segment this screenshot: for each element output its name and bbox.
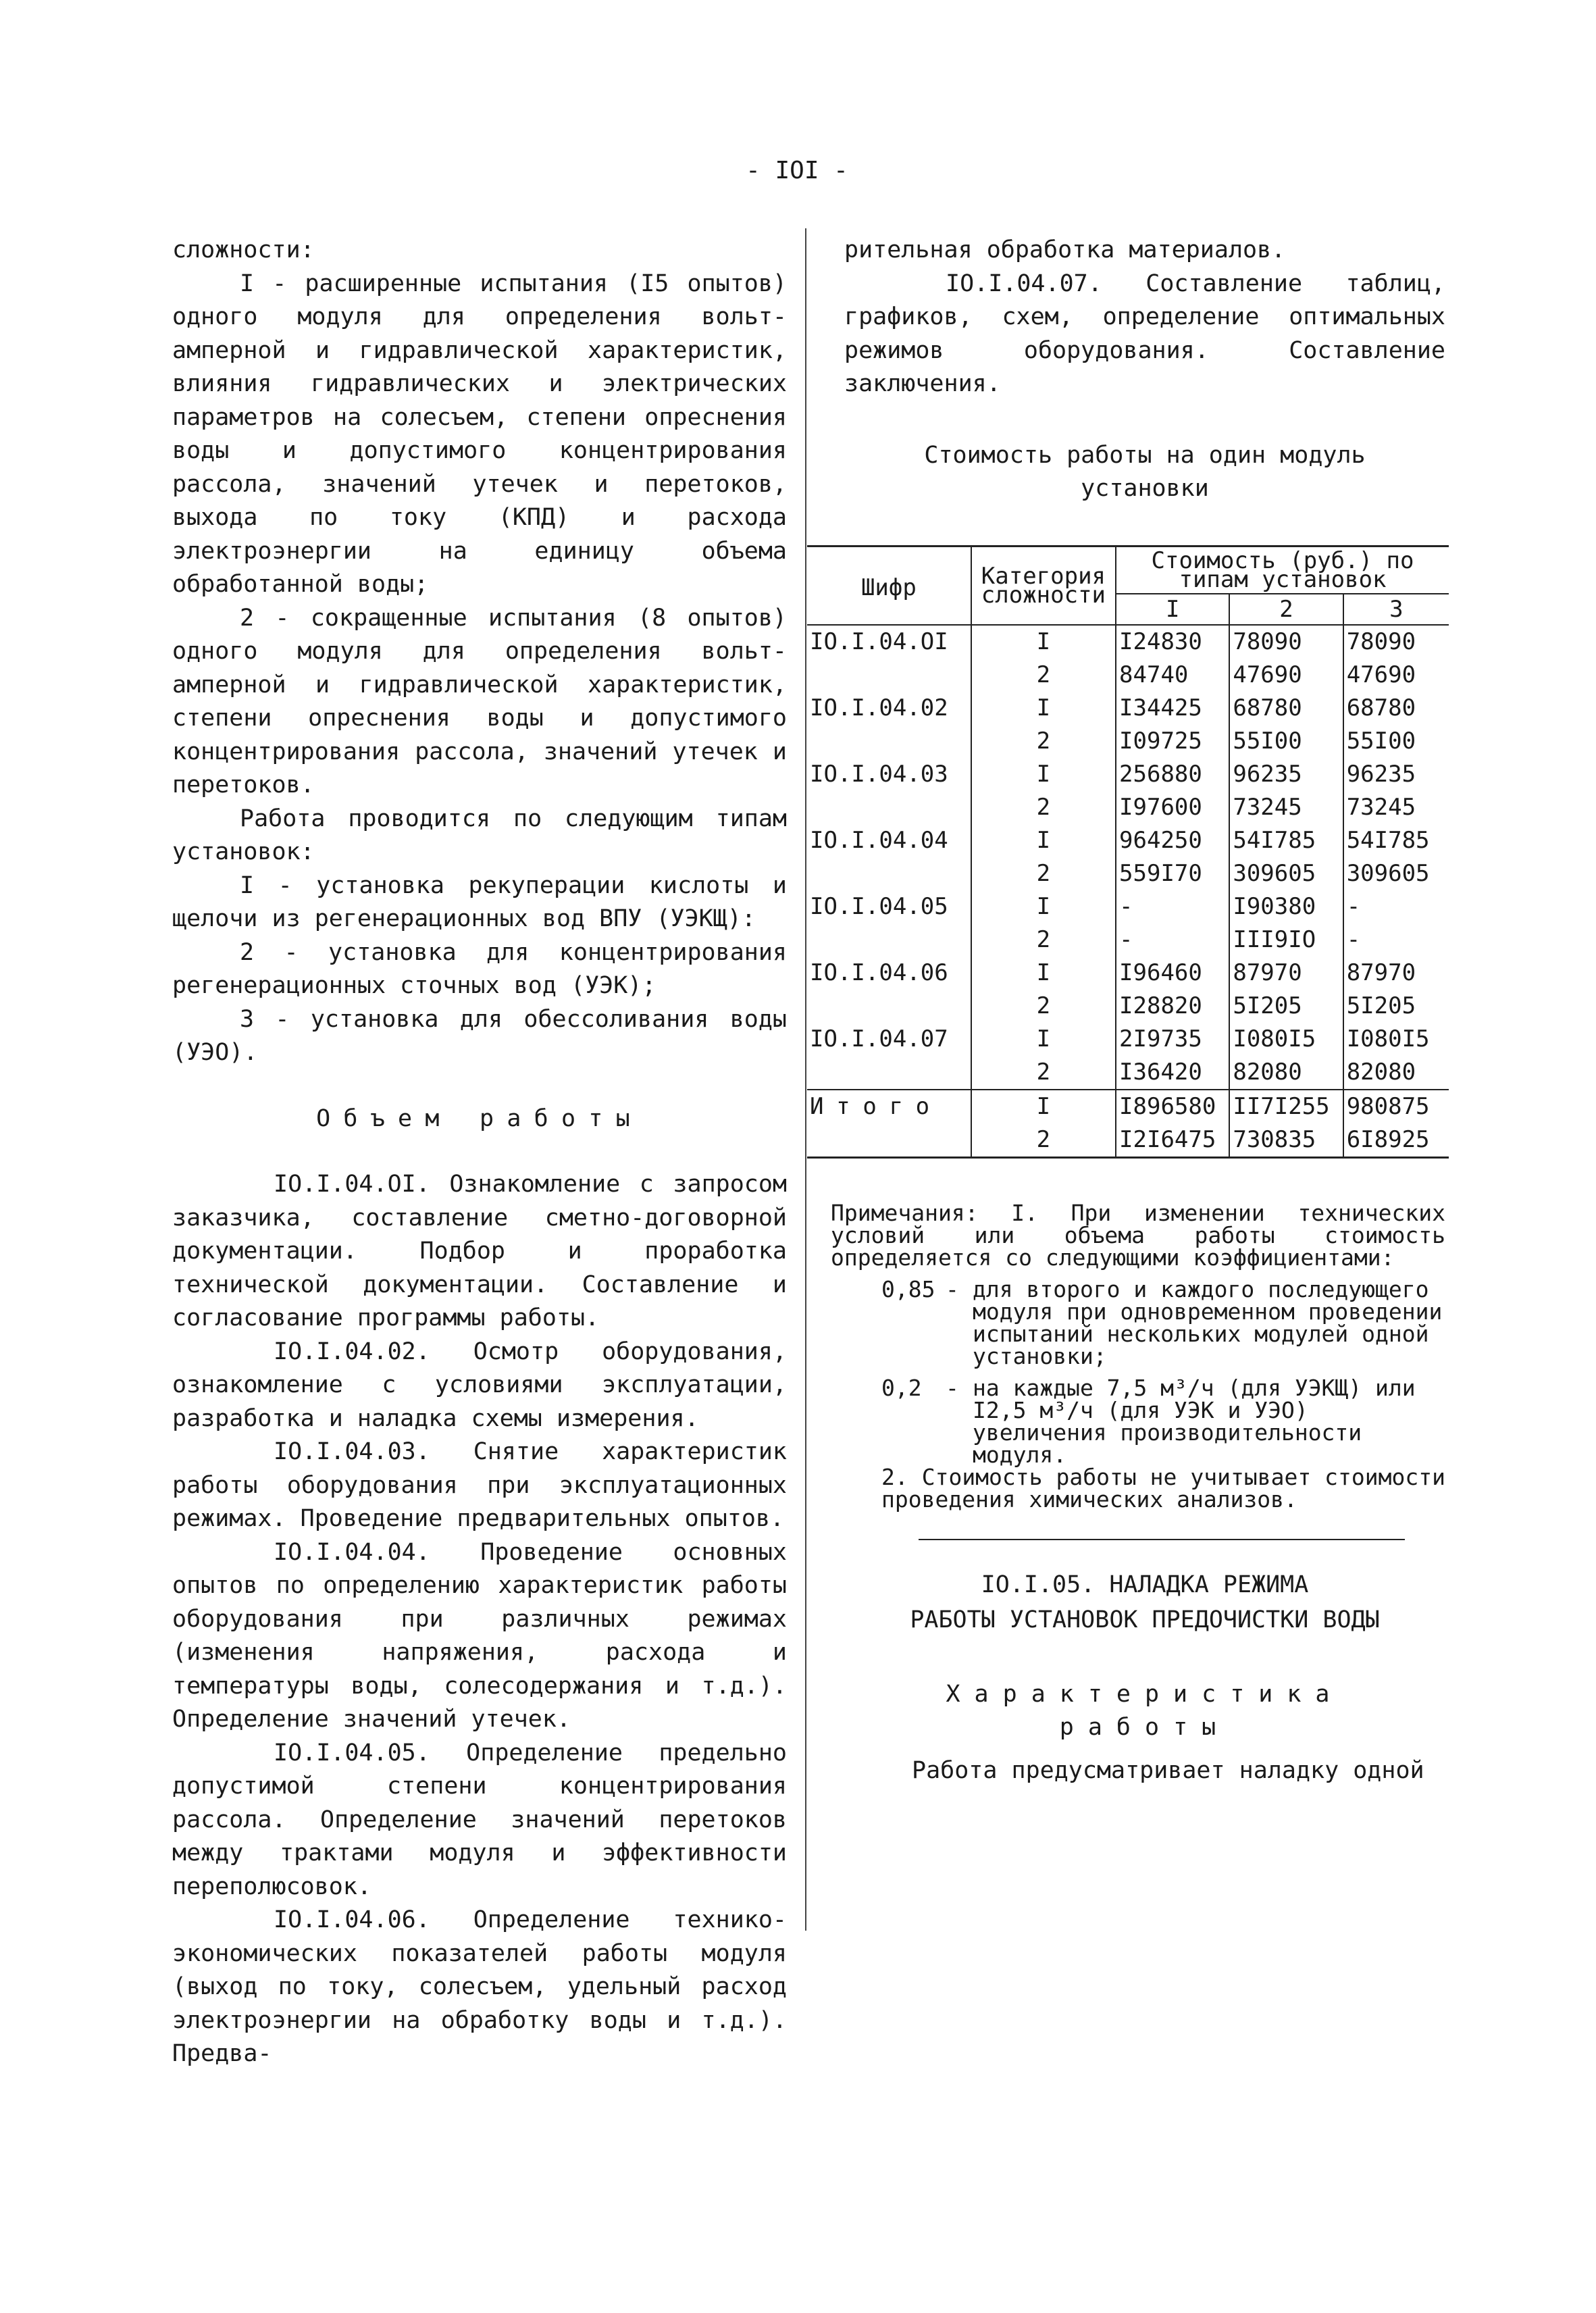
left-line-4: I - установка рекуперации кислоты и щелочи из регенерационных вод ВПУ (УЭКЩ): [172,871,787,932]
cell-value: 84740 [1119,661,1189,688]
cell-code: IO.I.04.02 [810,694,948,721]
cell-value: 96235 [1346,760,1416,788]
cell-value: 47690 [1233,661,1302,688]
cell-cat: 2 [1036,661,1051,688]
table-title-line-1: Стоимость работы на один модуль [924,441,1366,469]
header-type-2: 2 [1229,594,1343,625]
cell-cat: I [1036,694,1051,721]
cell-value: 73245 [1233,793,1302,821]
cell-code: IO.I.04.04 [810,826,948,854]
cell-cat: 2 [1036,925,1051,953]
cell-cat: 2 [1036,1125,1051,1153]
cell-value: 54I785 [1346,826,1430,854]
coefficient-1: 0,85 - для второго и каждого последующего модуля при одновременном проведении испытаний нескольких модулей одной установки; [831,1278,1445,1367]
left-line-0: сложности: [172,236,315,263]
cell-cat: 2 [1036,859,1051,887]
cell-value: 55I00 [1346,727,1416,755]
coefficient-text: на каждые 7,5 м³/ч (для УЭКЩ) или I2,5 м³/ч (для УЭК и УЭО) увеличения производительности модуля. [973,1374,1416,1468]
header-cost: Стоимость (руб.) по типам установок [1116,546,1449,594]
cell-value: 559I70 [1119,859,1202,887]
left-line-2: 2 - сокращенные испытания (8 опытов) одного модуля для определения вольт-амперной и гидравлической характеристик, степени опреснения воды и допустимого концентрирования рассола, значений утечек и перетоков. [172,604,787,798]
cell-value: - [1346,892,1361,920]
cell-cat: I [1036,1025,1051,1052]
cell-value: 5I205 [1233,992,1302,1019]
work-item-04: IO.I.04.04. Проведение основных опытов по определению характеристик работы оборудования при различных режимах (изменения напряжения, расхода и температуры воды, солесодержания и т.д.). Определение значений утечек. [172,1538,787,1733]
header-code: Шифр [860,574,917,601]
section-heading-volume: Объем работы [316,1104,643,1132]
cell-value: I34425 [1119,694,1202,721]
cell-value: I28820 [1119,992,1202,1019]
cell-value: 730835 [1233,1125,1316,1153]
cell-value: I2I6475 [1119,1125,1216,1153]
cell-value: 964250 [1119,826,1202,854]
cell-value: I080I5 [1233,1025,1316,1052]
page-number: - IOI - [746,157,848,184]
cell-value: 68780 [1233,694,1302,721]
table-row [807,758,1449,824]
coefficient-value: 0,2 [881,1374,922,1401]
header-type-1: I [1116,594,1229,625]
cell-value: 309605 [1233,859,1316,887]
cell-value: I90380 [1233,892,1316,920]
cell-value: - [1346,925,1361,953]
table-title-line-2: установки [1081,475,1209,502]
cell-cat: I [1036,892,1051,920]
section-separator [919,1539,1405,1540]
characteristic-heading-line-2: работы [1059,1714,1231,1741]
characteristic-heading [844,1678,1445,1745]
cell-cat: 2 [1036,992,1051,1019]
section-title [844,1567,1445,1637]
work-item-07: IO.I.04.07. Составление таблиц, графиков, схем, определение оптимальных режимов оборудования. Составление заключения. [844,270,1445,397]
cell-value: 2I9735 [1119,1025,1202,1052]
coefficient-text: для второго и каждого последующего модуля при одновременном проведении испытаний нескольких модулей одной установки; [973,1275,1443,1369]
characteristic-heading-line-1: Характеристика [946,1680,1344,1708]
cell-value: I09725 [1119,727,1202,755]
left-column [172,234,787,2071]
cell-cat: 2 [1036,1058,1051,1086]
header-category: Категория сложности [971,546,1116,625]
cell-value: 82080 [1346,1058,1416,1086]
cell-value: 256880 [1119,760,1202,788]
work-item-01: IO.I.04.OI. Ознакомление с запросом заказчика, составление сметно-договорной документации. Подбор и проработка технической документации. Составление и согласование программы работы. [172,1171,787,1331]
table-row [807,890,1449,957]
cell-value: I896580 [1119,1092,1216,1120]
cell-value: 82080 [1233,1058,1302,1086]
cell-value: II7I255 [1233,1092,1330,1120]
table-title [844,439,1445,506]
coefficient-value: 0,85 [881,1275,935,1302]
notes [831,1199,1445,1513]
cell-value: 78090 [1346,628,1416,655]
cell-value: 6I8925 [1346,1125,1430,1153]
cell-value: I080I5 [1346,1025,1430,1052]
cell-cat: I [1036,959,1051,986]
table-row [807,625,1449,692]
cell-value: - [1119,925,1133,953]
table-row [807,957,1449,1023]
cell-value: 54I785 [1233,826,1316,854]
header-type-3: 3 [1343,594,1449,625]
cell-value: 87970 [1346,959,1416,986]
work-item-05: IO.I.04.05. Определение предельно допустимой степени концентрирования рассола. Определение значений перетоков между трактами модуля и эффективности переполюсовок. [172,1739,787,1900]
table-row [807,1023,1449,1090]
note-2: 2. Стоимость работы не учитывает стоимости проведения химических анализов. [881,1463,1445,1513]
cell-value: 55I00 [1233,727,1302,755]
cell-cat: I [1036,760,1051,788]
table-row [807,692,1449,758]
section-title-line-2: РАБОТЫ УСТАНОВОК ПРЕДОЧИСТКИ ВОДЫ [910,1606,1380,1633]
cell-value: I36420 [1119,1058,1202,1086]
total-label: Итого [810,1092,942,1120]
cell-code: IO.I.04.03 [810,760,948,788]
cell-value: 78090 [1233,628,1302,655]
last-line: Работа предусматривает наладку одной [912,1756,1424,1784]
left-line-6: 3 - установка для обессоливания воды (УЭО). [172,1005,787,1066]
cell-code: IO.I.04.OI [810,628,948,655]
cell-value: 980875 [1346,1092,1430,1120]
cell-cat: I [1036,1092,1051,1120]
table-row-total [807,1090,1449,1158]
cell-cat: I [1036,826,1051,854]
cell-code: IO.I.04.05 [810,892,948,920]
cell-cat: I [1036,628,1051,655]
cell-value: 5I205 [1346,992,1416,1019]
cell-code: IO.I.04.06 [810,959,948,986]
cell-value: I97600 [1119,793,1202,821]
cell-value: 73245 [1346,793,1416,821]
section-title-line-1: IO.I.05. НАЛАДКА РЕЖИМА [981,1571,1309,1598]
cell-value: 47690 [1346,661,1416,688]
cell-value: I24830 [1119,628,1202,655]
cell-value: 68780 [1346,694,1416,721]
cell-cat: 2 [1036,727,1051,755]
note-intro: Примечания: I. При изменении технических условий или объема работы стоимость определяется со следующими коэффициентами: [831,1199,1445,1271]
continuation-line: рительная обработка материалов. [844,236,1286,263]
cell-value: 96235 [1233,760,1302,788]
cell-value: 309605 [1346,859,1430,887]
left-line-3: Работа проводится по следующим типам установок: [172,805,787,865]
left-line-5: 2 - установка для концентрирования регенерационных сточных вод (УЭК); [172,938,787,999]
cell-cat: 2 [1036,793,1051,821]
cell-value: - [1119,892,1133,920]
cell-code: IO.I.04.07 [810,1025,948,1052]
column-divider [805,228,806,1931]
right-column [810,234,1445,1787]
work-item-03: IO.I.04.03. Снятие характеристик работы оборудования при эксплуатационных режимах. Проведение предварительных опытов. [172,1438,787,1532]
table-row [807,824,1449,890]
coefficient-2: 0,2 - на каждые 7,5 м³/ч (для УЭКЩ) или I2,5 м³/ч (для УЭК и УЭО) увеличения производительности модуля. [831,1377,1445,1466]
work-item-06: IO.I.04.06. Определение технико-экономических показателей работы модуля (выход по току, солесъем, удельный расход электроэнергии на обработку воды и т.д.). Предва- [172,1906,787,2067]
cell-value: 87970 [1233,959,1302,986]
cell-value: III9IO [1233,925,1316,953]
left-line-1: I - расширенные испытания (I5 опытов) одного модуля для определения вольт-амперной и гидравлической характеристик, влияния гидравлических и электрических параметров на солесъем, степени опреснения воды и допустимого концентрирования рассола, значений утечек и перетоков, выхода по току (КПД) и расхода электроэнергии на единицу объема обработанной воды; [172,270,787,598]
work-item-02: IO.I.04.02. Осмотр оборудования, ознакомление с условиями эксплуатации, разработка и наладка схемы измерения. [172,1338,787,1432]
cost-table [807,545,1449,1159]
cell-value: I96460 [1119,959,1202,986]
